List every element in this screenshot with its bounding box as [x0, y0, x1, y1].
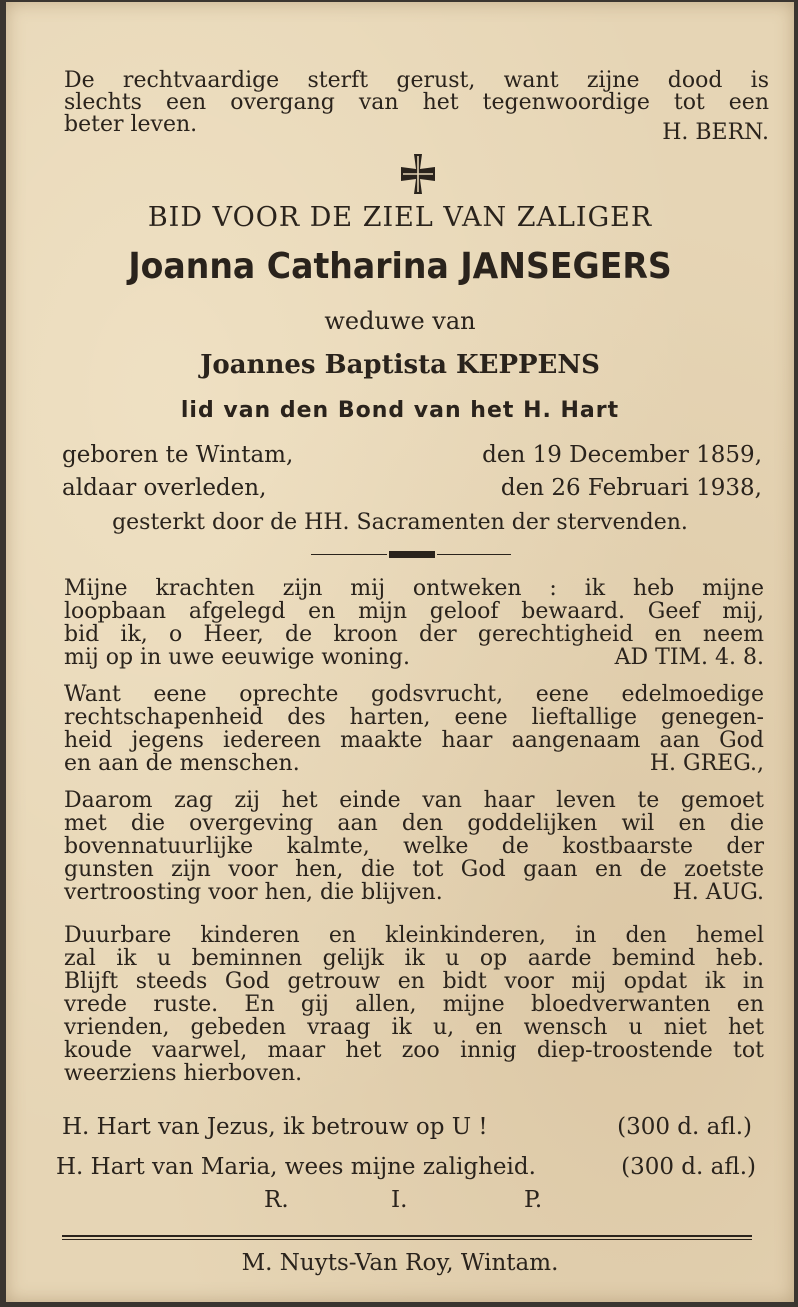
epigraph-line: slechts een overgang van het tegenwoordige tot een	[64, 90, 769, 115]
text-line: vrienden, gebeden vraag ik u, en wensch u niet het	[64, 1015, 764, 1040]
prayer-heading: BID VOOR DE ZIEL VAN ZALIGER	[147, 202, 653, 233]
text-line: en aan de menschen.	[64, 751, 300, 776]
text-line: zal ik u beminnen gelijk ik u op aarde bemind heb.	[64, 946, 764, 971]
bottom-rule	[62, 1239, 752, 1240]
paragraph-end	[64, 646, 764, 669]
text-line: Daarom zag zij het einde van haar leven te gemoet	[64, 788, 764, 813]
text-line: met die overgeving aan den goddelijken wil en die	[64, 811, 764, 836]
text-line: heid jegens iedereen maakte haar aangenaam aan God	[64, 728, 764, 753]
text-line: Duurbare kinderen en kleinkinderen, in den hemel	[64, 923, 764, 948]
rip-letter: I.	[391, 1187, 408, 1213]
paragraph-2	[64, 683, 764, 775]
source-citation: H. GREG.,	[649, 751, 764, 776]
text-line: loopbaan afgelegd en mijn geloof bewaard. Geef mij,	[64, 599, 764, 624]
paragraph-end	[64, 752, 764, 775]
text-line: vrede ruste. En gij allen, mijne bloedverwanten en	[64, 992, 764, 1017]
source-citation: AD TIM. 4. 8.	[614, 645, 764, 670]
prayer-line-1	[62, 1114, 752, 1140]
text-line: Mijne krachten zijn mij ontweken : ik heb mijne	[64, 576, 764, 601]
epigraph-last-line	[64, 112, 769, 145]
prayer-line-2	[56, 1154, 756, 1180]
death-place: aldaar overleden,	[62, 475, 267, 501]
deceased-name: Joanna Catharina JANSEGERS	[128, 246, 672, 287]
widow-of-label: weduwe van	[324, 307, 476, 335]
indulgence-note: (300 d. afl.)	[621, 1154, 756, 1180]
death-date: den 26 Februari 1938,	[500, 475, 762, 501]
birth-date: den 19 December 1859,	[482, 442, 762, 468]
paragraph-4	[64, 924, 764, 1085]
text-line: bovennatuurlijke kalmte, welke de kostbaarste der	[64, 834, 764, 859]
memorial-card	[6, 2, 794, 1302]
text-line: Want eene oprechte godsvrucht, eene edelmoedige	[64, 682, 764, 707]
text-line: mij op in uwe eeuwige woning.	[64, 645, 410, 670]
prayer-text: H. Hart van Maria, wees mijne zaligheid.	[56, 1154, 536, 1180]
sacraments-line: gesterkt door de HH. Sacramenten der stervenden.	[112, 510, 688, 535]
epigraph	[64, 68, 769, 145]
rip-letter: P.	[524, 1187, 543, 1213]
epigraph-line: De rechtvaardige sterft gerust, want zijne dood is	[64, 68, 769, 93]
text-line: bid ik, o Heer, de kroon der gerechtigheid en neem	[64, 622, 764, 647]
cross-icon	[396, 152, 440, 196]
indulgence-note: (300 d. afl.)	[617, 1114, 752, 1140]
bottom-rule	[62, 1235, 752, 1237]
source-citation: H. AUG.	[672, 880, 764, 905]
text-line: Blijft steeds God getrouw en bidt voor mij opdat ik in	[64, 969, 764, 994]
text-line: rechtschapenheid des harten, eene lieftallige genegen-	[64, 705, 764, 730]
text-line: vertroosting voor hen, die blijven.	[64, 880, 443, 905]
text-line: weerziens hierboven.	[64, 1061, 303, 1086]
printer-imprint: M. Nuyts-Van Roy, Wintam.	[241, 1250, 559, 1276]
prayer-text: H. Hart van Jezus, ik betrouw op U !	[62, 1114, 488, 1140]
membership-line: lid van den Bond van het H. Hart	[180, 398, 620, 423]
epigraph-line: beter leven.	[64, 112, 198, 137]
birth-row	[62, 442, 762, 468]
paragraph-1	[64, 577, 764, 669]
ornamental-divider	[311, 550, 511, 558]
rip-letter: R.	[264, 1187, 289, 1213]
birth-place: geboren te Wintam,	[62, 442, 294, 468]
husband-name: Joannes Baptista KEPPENS	[200, 350, 600, 380]
epigraph-attribution: H. BERN.	[662, 120, 769, 145]
text-line: gunsten zijn voor hen, die tot God gaan en de zoetste	[64, 857, 764, 882]
death-row	[62, 475, 762, 501]
text-line: koude vaarwel, maar het zoo innig diep-troostende tot	[64, 1038, 764, 1063]
paragraph-end	[64, 881, 764, 904]
paragraph-3	[64, 789, 764, 904]
